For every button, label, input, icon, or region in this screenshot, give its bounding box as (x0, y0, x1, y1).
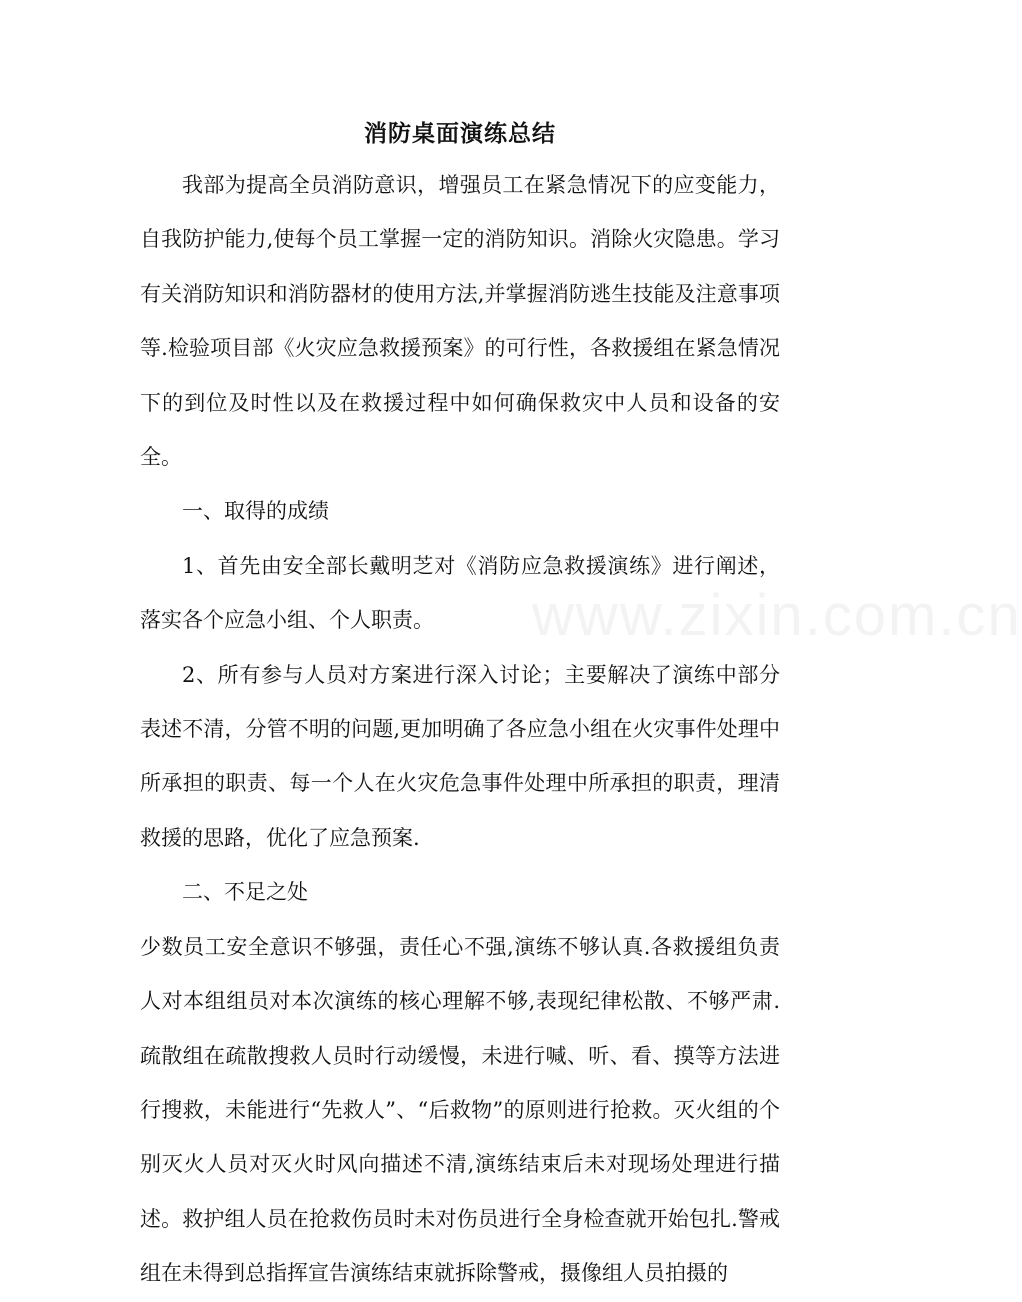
achievement-item-1: 1、首先由安全部长戴明芝对《消防应急救援演练》进行阐述，落实各个应急小组、个人职责。 (140, 553, 780, 633)
intro-paragraph: 我部为提高全员消防意识，增强员工在紧急情况下的应变能力，自我防护能力,使每个员工掌握一定的消防知识。消除火灾隐患。学习有关消防知识和消防器材的使用方法,并掌握消防逃生技能及注意事项等.检验项目部《火灾应急救援预案》的可行性，各救援组在紧急情况下的到位及时性以及在救援过程中如何确保救灾中人员和设备的安全。 (140, 173, 780, 470)
document-body (140, 158, 780, 1301)
achievement-item-2: 2、所有参与人员对方案进行深入讨论；主要解决了演练中部分表述不清，分管不明的问题,更加明确了各应急小组在火灾事件处理中所承担的职责、每一个人在火灾危急事件处理中所承担的职责，理清救援的思路，优化了应急预案. (140, 662, 780, 850)
section-heading-achievements: 一、取得的成绩 (182, 499, 329, 524)
shortcomings-paragraph: 少数员工安全意识不够强，责任心不强,演练不够认真.各救援组负责人对本组组员对本次演练的核心理解不够,表现纪律松散、不够严肃.疏散组在疏散搜救人员时行动缓慢，未进行喊、听、看、摸等方法进行搜救，未能进行“先救人”、“后救物”的原则进行抢救。灭火组的个别灭火人员对灭火时风向描述不清,演练结束后未对现场处理进行描述。救护组人员在抢救伤员时未对伤员进行全身检查就开始包扎.警戒组在未得到总指挥宣告演练结束就拆除警戒，摄像组人员拍摄的 (140, 934, 780, 1286)
document-title: 消防桌面演练总结 (364, 120, 556, 147)
section-heading-shortcomings: 二、不足之处 (182, 880, 308, 905)
watermark: www.zixin.com.cn (532, 583, 1022, 648)
